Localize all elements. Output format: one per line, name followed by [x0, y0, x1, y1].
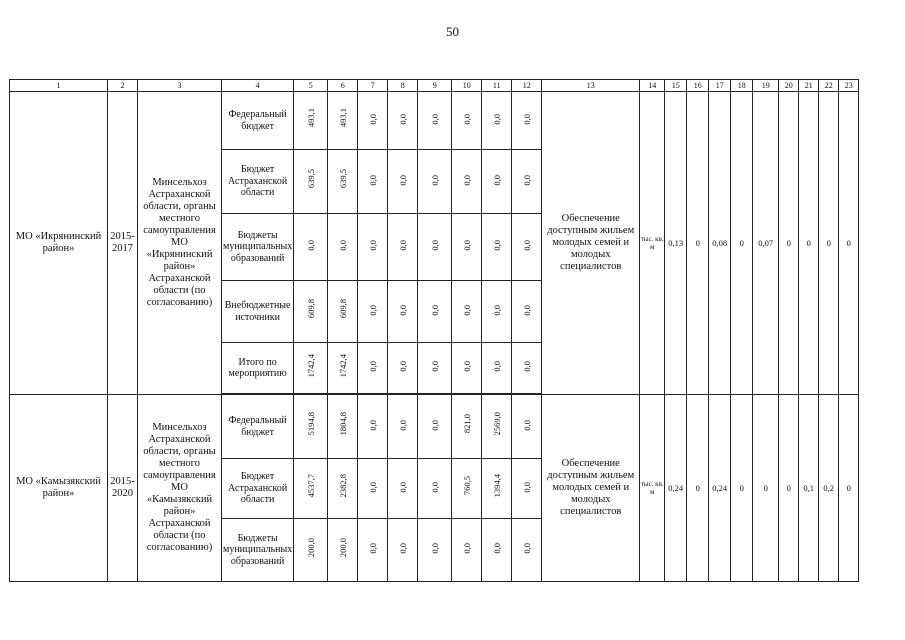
indicator-value-cell	[819, 92, 839, 395]
indicator-value-cell	[839, 395, 859, 582]
header-cell: 17	[709, 80, 731, 92]
indicator-value-cell-text: 0,24	[668, 483, 684, 493]
indicator-value-cell	[839, 92, 859, 395]
funding-value-cell	[418, 343, 452, 394]
indicator-value-cell	[799, 395, 819, 582]
header-cell: 2	[108, 80, 138, 92]
funding-value-cell	[358, 343, 388, 394]
funding-value-cell	[388, 214, 418, 281]
funding-value-cell	[294, 92, 328, 150]
period-cell	[108, 92, 138, 395]
indicator-value-cell-text: 0	[739, 483, 744, 493]
indicator-value-cell	[779, 395, 799, 582]
funding-source-cell	[222, 519, 294, 582]
indicator-value-cell-text: 0,2	[823, 483, 835, 493]
header-cell: 12	[512, 80, 542, 92]
funding-value-cell-text: 2569,0	[491, 412, 502, 436]
funding-value-cell	[452, 459, 482, 519]
funding-value-cell	[358, 395, 388, 459]
indicator-cell-text: Обеспечение доступным жильем молодых семей и молодых специалистов	[547, 213, 635, 272]
funding-value-cell-text: 0,0	[429, 543, 440, 554]
table-body	[10, 80, 859, 582]
funding-value-cell-text: 0,0	[521, 543, 532, 554]
funding-value-cell	[418, 92, 452, 150]
funding-value-cell	[482, 150, 512, 214]
funding-value-cell	[388, 459, 418, 519]
funding-value-cell	[358, 519, 388, 582]
funding-value-cell-text: 0,0	[397, 113, 408, 125]
indicator-value-cell	[709, 395, 731, 582]
indicator-value-cell-text: 0	[786, 483, 791, 493]
funding-value-cell	[452, 150, 482, 214]
header-cell: 21	[799, 80, 819, 92]
funding-value-cell-text: 493,1	[337, 108, 348, 128]
funding-value-cell	[358, 459, 388, 519]
funding-value-cell-text: 0,0	[429, 113, 440, 125]
funding-value-cell-text: 0,0	[367, 419, 378, 431]
indicator-value-cell-text: 0	[695, 483, 700, 493]
indicator-value-cell	[709, 92, 731, 395]
funding-value-cell	[328, 459, 358, 519]
header-cell: 6	[328, 80, 358, 92]
indicator-value-cell-text: 0,1	[803, 483, 815, 493]
funding-source-cell-text: Федеральный бюджет	[228, 109, 287, 132]
funding-value-cell	[512, 150, 542, 214]
funding-value-cell-text: 1804,8	[337, 412, 348, 436]
funding-source-cell-text: Итого по мероприятию	[228, 356, 287, 379]
indicator-value-cell	[665, 92, 687, 395]
funding-value-cell	[328, 519, 358, 582]
executor-cell-text: Минсельхоз Астраханской области, органы местного самоуправления МО «Икрянинский район» Астраханской области (по согласованию)	[143, 177, 216, 308]
funding-value-cell-text: 0,0	[461, 304, 472, 316]
indicator-value-cell-text: 0,13	[668, 238, 684, 248]
funding-value-cell	[482, 214, 512, 281]
funding-value-cell-text: 0,0	[491, 174, 502, 186]
funding-value-cell	[512, 281, 542, 343]
funding-value-cell	[482, 395, 512, 459]
header-cell: 11	[482, 80, 512, 92]
funding-value-cell	[388, 343, 418, 394]
header-cell: 1	[10, 80, 108, 92]
table-row	[10, 92, 859, 150]
funding-value-cell	[452, 92, 482, 150]
funding-value-cell-text: 0,0	[461, 543, 472, 554]
header-cell: 9	[418, 80, 452, 92]
funding-value-cell-text: 0,0	[397, 361, 408, 372]
funding-value-cell	[294, 459, 328, 519]
header-cell: 14	[640, 80, 665, 92]
funding-value-cell	[294, 343, 328, 394]
funding-value-cell	[328, 395, 358, 459]
funding-value-cell-text: 0,0	[367, 481, 378, 493]
indicator-cell-text: Обеспечение доступным жильем молодых семей и молодых специалистов	[547, 458, 635, 517]
funding-value-cell-text: 0,0	[491, 304, 502, 316]
funding-value-cell-text: 0,0	[429, 240, 440, 251]
funding-value-cell-text: 0,0	[521, 419, 532, 431]
municipality-cell	[10, 92, 108, 395]
funding-value-cell-text: 0,0	[521, 240, 532, 251]
funding-source-cell	[222, 150, 294, 214]
funding-value-cell-text: 0,0	[461, 240, 472, 251]
indicator-value-cell	[731, 92, 753, 395]
funding-value-cell-text: 0,0	[429, 304, 440, 316]
funding-source-cell-text: Бюджеты муниципальных образований	[223, 229, 293, 264]
funding-source-cell-text: Бюджет Астраханской области	[228, 164, 288, 199]
header-cell: 16	[687, 80, 709, 92]
unit-cell-text: тыс. кв. м	[640, 235, 664, 251]
funding-value-cell	[418, 214, 452, 281]
indicator-value-cell-text: 0	[846, 483, 851, 493]
funding-value-cell	[294, 395, 328, 459]
funding-value-cell-text: 0,0	[461, 361, 472, 372]
funding-value-cell-text: 639,5	[337, 169, 348, 189]
executor-cell	[138, 92, 222, 395]
funding-source-cell-text: Бюджеты муниципальных образований	[223, 532, 293, 567]
funding-value-cell	[388, 92, 418, 150]
funding-value-cell-text: 0,0	[367, 240, 378, 251]
indicator-value-cell-text: 0	[806, 238, 811, 248]
funding-source-cell-text: Бюджет Астраханской области	[228, 471, 288, 506]
indicator-value-cell-text: 0,08	[712, 238, 728, 248]
funding-source-cell	[222, 281, 294, 343]
indicator-cell	[542, 92, 640, 395]
funding-value-cell-text: 0,0	[397, 304, 408, 316]
funding-source-cell	[222, 459, 294, 519]
funding-value-cell-text: 0,0	[461, 174, 472, 186]
funding-value-cell	[512, 343, 542, 394]
funding-value-cell-text: 0,0	[521, 481, 532, 493]
funding-value-cell-text: 0,0	[491, 240, 502, 251]
indicator-value-cell-text: 0	[786, 238, 791, 248]
funding-value-cell-text: 0,0	[521, 113, 532, 125]
funding-value-cell-text: 0,0	[367, 113, 378, 125]
funding-value-cell-text: 0,0	[491, 543, 502, 554]
header-cell: 3	[138, 80, 222, 92]
funding-value-cell-text: 0,0	[397, 543, 408, 554]
indicator-value-cell	[779, 92, 799, 395]
header-cell: 20	[779, 80, 799, 92]
funding-value-cell-text: 0,0	[429, 419, 440, 431]
unit-cell-text: тыс. кв. м	[640, 480, 664, 496]
indicator-value-cell-text: 0,07	[758, 238, 774, 248]
funding-value-cell-text: 0,0	[491, 361, 502, 372]
funding-value-cell	[512, 395, 542, 459]
funding-value-cell	[294, 519, 328, 582]
funding-value-cell	[452, 281, 482, 343]
header-row	[10, 80, 859, 92]
funding-value-cell	[512, 519, 542, 582]
funding-value-cell-text: 0,0	[367, 543, 378, 554]
funding-value-cell-text: 0,0	[305, 240, 316, 251]
funding-value-cell	[512, 214, 542, 281]
header-cell: 15	[665, 80, 687, 92]
funding-value-cell	[388, 281, 418, 343]
indicator-value-cell	[753, 92, 779, 395]
funding-value-cell	[358, 214, 388, 281]
funding-value-cell	[328, 92, 358, 150]
funding-source-cell	[222, 214, 294, 281]
funding-value-cell	[418, 395, 452, 459]
indicator-value-cell-text: 0	[846, 238, 851, 248]
funding-value-cell-text: 0,0	[521, 304, 532, 316]
funding-value-cell-text: 0,0	[367, 304, 378, 316]
funding-value-cell	[482, 343, 512, 394]
funding-value-cell-text: 1742,4	[305, 353, 316, 378]
header-cell: 8	[388, 80, 418, 92]
municipality-cell-text: МО «Икрянинский район»	[15, 231, 102, 254]
unit-cell	[640, 395, 665, 582]
funding-value-cell-text: 609,8	[337, 299, 348, 319]
header-cell: 19	[753, 80, 779, 92]
header-cell: 13	[542, 80, 640, 92]
unit-cell	[640, 92, 665, 395]
indicator-value-cell	[687, 395, 709, 582]
header-cell: 22	[819, 80, 839, 92]
funding-value-cell	[358, 92, 388, 150]
funding-value-cell-text: 821,0	[461, 414, 472, 434]
funding-source-cell-text: Внебюджетные источники	[224, 300, 291, 323]
funding-value-cell-text: 0,0	[429, 361, 440, 372]
funding-value-cell-text: 200,0	[337, 537, 348, 558]
municipality-cell	[10, 395, 108, 582]
funding-value-cell-text: 1394,4	[491, 474, 502, 498]
header-cell: 7	[358, 80, 388, 92]
funding-source-cell	[222, 395, 294, 459]
funding-value-cell-text: 0,0	[521, 361, 532, 372]
header-cell: 18	[731, 80, 753, 92]
indicator-cell	[542, 395, 640, 582]
funding-value-cell	[482, 281, 512, 343]
funding-value-cell-text: 0,0	[397, 419, 408, 431]
funding-value-cell	[482, 519, 512, 582]
period-cell-text: 2015-2017	[110, 231, 135, 254]
indicator-value-cell-text: 0,24	[712, 483, 728, 493]
header-cell: 4	[222, 80, 294, 92]
municipality-cell-text: МО «Камызякский район»	[16, 476, 101, 499]
header-cell: 10	[452, 80, 482, 92]
funding-value-cell	[418, 519, 452, 582]
funding-value-cell	[358, 150, 388, 214]
funding-value-cell-text: 0,0	[367, 174, 378, 186]
funding-value-cell-text: 0,0	[397, 481, 408, 493]
funding-value-cell	[452, 519, 482, 582]
indicator-value-cell	[665, 395, 687, 582]
indicator-value-cell	[687, 92, 709, 395]
executor-cell-text: Минсельхоз Астраханской области, органы местного самоуправления МО «Камызякский район» Астраханской области (по согласованию)	[143, 422, 216, 553]
funding-value-cell-text: 609,8	[305, 299, 316, 319]
funding-value-cell-text: 2382,8	[337, 474, 348, 498]
funding-value-cell-text: 200,0	[305, 537, 316, 558]
funding-value-cell-text: 0,0	[521, 174, 532, 186]
funding-value-cell-text: 1742,4	[337, 353, 348, 378]
funding-value-cell	[328, 343, 358, 394]
funding-value-cell	[452, 214, 482, 281]
funding-source-cell	[222, 343, 294, 394]
indicator-value-cell-text: 0	[695, 238, 700, 248]
period-cell-text: 2015-2020	[110, 476, 135, 499]
funding-source-cell-text: Федеральный бюджет	[228, 415, 287, 438]
page-number: 50	[446, 24, 459, 39]
funding-value-cell-text: 0,0	[461, 113, 472, 125]
funding-value-cell	[418, 459, 452, 519]
period-cell	[108, 395, 138, 582]
funding-value-cell	[482, 92, 512, 150]
header-cell: 23	[839, 80, 859, 92]
indicator-value-cell-text: 0	[763, 483, 768, 493]
indicator-value-cell	[753, 395, 779, 582]
funding-value-cell-text: 0,0	[337, 240, 348, 251]
funding-value-cell	[358, 281, 388, 343]
funding-value-cell	[294, 214, 328, 281]
funding-value-cell	[452, 343, 482, 394]
funding-value-cell	[328, 214, 358, 281]
funding-value-cell-text: 0,0	[429, 174, 440, 186]
funding-value-cell-text: 0,0	[491, 113, 502, 125]
funding-value-cell-text: 639,5	[305, 169, 316, 189]
indicator-value-cell	[731, 395, 753, 582]
funding-value-cell-text: 5194,8	[305, 412, 316, 436]
funding-source-cell	[222, 92, 294, 150]
funding-value-cell	[328, 150, 358, 214]
indicator-value-cell-text: 0	[739, 238, 744, 248]
funding-value-cell-text: 493,1	[305, 108, 316, 128]
funding-value-cell	[452, 395, 482, 459]
indicator-value-cell	[819, 395, 839, 582]
funding-value-cell	[512, 459, 542, 519]
funding-value-cell-text: 4537,7	[305, 474, 316, 498]
funding-value-cell	[294, 281, 328, 343]
indicator-value-cell	[799, 92, 819, 395]
table-row	[10, 395, 859, 459]
budget-table	[9, 79, 859, 582]
funding-value-cell-text: 0,0	[397, 240, 408, 251]
funding-value-cell	[418, 150, 452, 214]
funding-value-cell	[512, 92, 542, 150]
funding-value-cell-text: 0,0	[367, 361, 378, 372]
funding-value-cell	[388, 150, 418, 214]
funding-value-cell	[388, 395, 418, 459]
funding-value-cell-text: 0,0	[429, 481, 440, 493]
header-cell: 5	[294, 80, 328, 92]
funding-value-cell	[328, 281, 358, 343]
funding-value-cell	[418, 281, 452, 343]
funding-value-cell	[294, 150, 328, 214]
funding-value-cell-text: 0,0	[397, 174, 408, 186]
funding-value-cell	[388, 519, 418, 582]
indicator-value-cell-text: 0	[826, 238, 831, 248]
funding-value-cell	[482, 459, 512, 519]
funding-value-cell-text: 760,5	[461, 476, 472, 496]
executor-cell	[138, 395, 222, 582]
